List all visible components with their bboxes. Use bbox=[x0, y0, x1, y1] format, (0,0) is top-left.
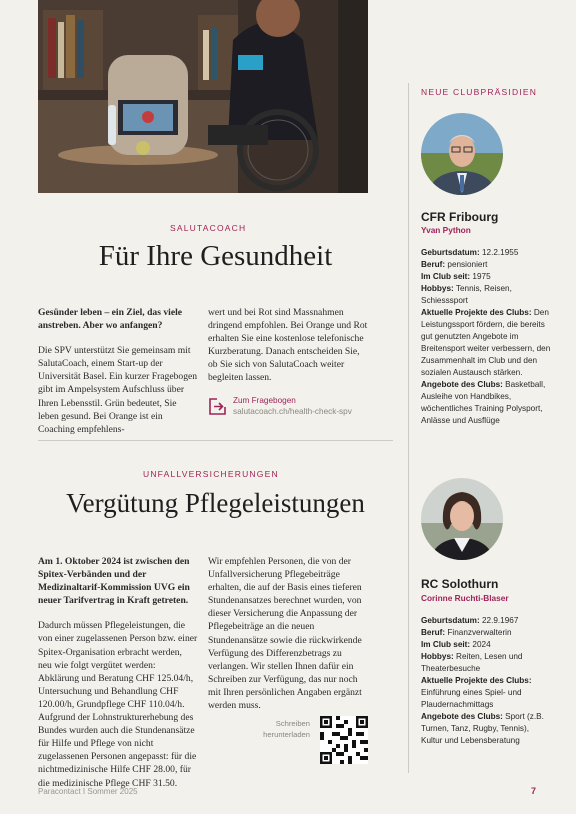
info-label: Aktuelle Projekte des Clubs: bbox=[421, 676, 532, 685]
portrait-corinne-ruchti-blaser-image bbox=[421, 478, 503, 560]
info-value: 22.9.1967 bbox=[481, 616, 519, 625]
info-row bbox=[421, 379, 551, 427]
info-value: 12.2.1955 bbox=[481, 248, 519, 257]
page-number: 7 bbox=[531, 786, 537, 796]
sidebar-rule bbox=[408, 83, 409, 773]
info-label: Im Club seit: bbox=[421, 640, 471, 649]
article2-lead: Am 1. Oktober 2024 ist zwischen den Spitex-Verbänden und der Medizinaltarif-Kommission UVG ein neuer Tarifvertrag in Kraft getreten. bbox=[38, 556, 190, 607]
external-link-icon bbox=[208, 397, 227, 416]
hero-photo-illustration bbox=[38, 0, 368, 193]
info-label: Aktuelle Projekte des Clubs: bbox=[421, 308, 532, 317]
article1-paragraph-2: wert und bei Rot sind Massnahmen dringend empfohlen. Bei Orange und Rot erhalten Sie eine kostenlose telefonische Kurzberatung. Danach entscheiden Sie, ob Sie sich von SalutaCoach weiter begleiten lassen. bbox=[208, 307, 368, 384]
footer-publication: Paracontact I Sommer 2025 bbox=[38, 787, 138, 796]
info-label: Hobbys: bbox=[421, 652, 454, 661]
info-value: Einführung eines Spiel- und Plaudernachmittags bbox=[421, 688, 522, 709]
qr-code[interactable] bbox=[320, 716, 368, 764]
article2-paragraph-2: Wir empfehlen Personen, die von der Unfallversicherung Pflegebeiträge erhalten, die auf der Basis eines tieferen Stundenansatzes berechnet wurden, von dieser Versicherung die Anpassung der Pflegebeiträge an die neuen Stundenansätze sowie die rückwirkende Verfügung des Differenzbetrags zu verlangen. Wir stellen Ihnen dafür ein Schreiben zur Verfügung, das nur noch mit Ihren persönlichen Angaben ergänzt werden muss. bbox=[208, 556, 362, 712]
article1-lead: Gesünder leben – ein Ziel, das viele anstreben. Aber wo anfangen? bbox=[38, 307, 182, 332]
info-value: Basketball, Ausleihe von Handbikes, wöchentliches Training Polysport, Anlässe und Ausflüge bbox=[421, 380, 546, 425]
info-label: Beruf: bbox=[421, 628, 446, 637]
president-name-2: Corinne Ruchti-Blaser bbox=[421, 593, 509, 603]
info-value: Reiten, Lesen und Theaterbesuche bbox=[421, 652, 523, 673]
info-row bbox=[421, 675, 551, 711]
hero-photo bbox=[38, 0, 368, 193]
info-value: Finanzverwalterin bbox=[447, 628, 512, 637]
portrait-corinne-ruchti-blaser bbox=[421, 478, 503, 560]
article2-paragraph-1: Dadurch müssen Pflegeleistungen, die von einer zugelassenen Person bzw. einer Spitex-Organisation erbracht werden, neu wie folgt vergütet werden: Abklärung und Beratung CHF 125.04/h, Untersuchung und Behandlung CHF 120.00/h, Grundpflege CHF 110.04/h. Aufgrund der Lohnstrukturerhebung des Bundes wurden auch die Stundenansätze für Hilfe und Pflege von nicht zugelassenen Personen angepasst: für die nichtmedizinische Hilfe CHF 28.00, für die medizinische Pflege CHF 31.50. bbox=[38, 620, 198, 789]
qr-caption: Schreiben herunterladen bbox=[263, 719, 310, 739]
info-row bbox=[421, 711, 551, 747]
article1-kicker: SALUTACOACH bbox=[170, 223, 247, 233]
questionnaire-link-label[interactable]: Zum Fragebogen bbox=[233, 396, 296, 405]
president-name-1: Yvan Python bbox=[421, 225, 471, 235]
info-label: Angebote des Clubs: bbox=[421, 712, 503, 721]
info-value: Tennis, Reisen, Schiesssport bbox=[421, 284, 512, 305]
info-value: 2024 bbox=[472, 640, 491, 649]
questionnaire-link-url[interactable]: salutacoach.ch/health-check-spv bbox=[233, 407, 352, 416]
info-label: Geburtsdatum: bbox=[421, 616, 480, 625]
info-value: Den Leistungssport fördern, die bereits gut genutzten Angebote im Breitensport weiter verbessern, den Zusammenhalt im Club und den sozialen Austausch stärken. bbox=[421, 308, 551, 377]
article1-paragraph-1: Die SPV unterstützt Sie gemeinsam mit SalutaCoach, einem Start-up der Universität Basel. Ein kurzer Fragebogen gibt im Ampelsystem Aufschluss über Ihren Lebensstil. Grün bedeutet, Sie leben gesund. Bei Orange ist ein Coaching empfehlens- bbox=[38, 345, 198, 435]
info-label: Im Club seit: bbox=[421, 272, 471, 281]
article2-title: Vergütung Pflegeleistungen bbox=[66, 488, 365, 518]
section-divider bbox=[38, 440, 393, 441]
sidebar-heading: NEUE CLUBPRÄSIDIEN bbox=[421, 87, 538, 97]
info-label: Beruf: bbox=[421, 260, 446, 269]
article2-kicker: UNFALLVERSICHERUNGEN bbox=[143, 469, 279, 479]
info-label: Geburtsdatum: bbox=[421, 248, 480, 257]
info-row bbox=[421, 651, 551, 675]
info-value: Sport (z.B. Turnen, Tanz, Rugby, Tennis), Kultur und Lebensberatung bbox=[421, 712, 544, 745]
club-info-1 bbox=[421, 247, 551, 427]
info-row bbox=[421, 271, 551, 283]
article1-column-left bbox=[38, 306, 198, 448]
info-row bbox=[421, 247, 551, 259]
info-row bbox=[421, 615, 551, 627]
info-label: Angebote des Clubs: bbox=[421, 380, 503, 389]
portrait-yvan-python bbox=[421, 113, 503, 195]
info-row bbox=[421, 283, 551, 307]
info-value: 1975 bbox=[472, 272, 491, 281]
club-name-1: CFR Fribourg bbox=[421, 210, 499, 224]
qr-code-graphic bbox=[320, 716, 368, 764]
article1-column-right bbox=[208, 306, 368, 397]
portrait-yvan-python-image bbox=[421, 113, 503, 195]
info-row bbox=[421, 307, 551, 379]
club-name-2: RC Solothurn bbox=[421, 577, 499, 591]
article1-title: Für Ihre Gesundheit bbox=[98, 240, 333, 272]
info-row bbox=[421, 627, 551, 639]
club-info-2 bbox=[421, 615, 551, 747]
info-value: pensioniert bbox=[447, 260, 488, 269]
article2-column-right bbox=[208, 555, 370, 724]
article2-column-left bbox=[38, 555, 198, 802]
info-row bbox=[421, 259, 551, 271]
info-row bbox=[421, 639, 551, 651]
info-label: Hobbys: bbox=[421, 284, 454, 293]
